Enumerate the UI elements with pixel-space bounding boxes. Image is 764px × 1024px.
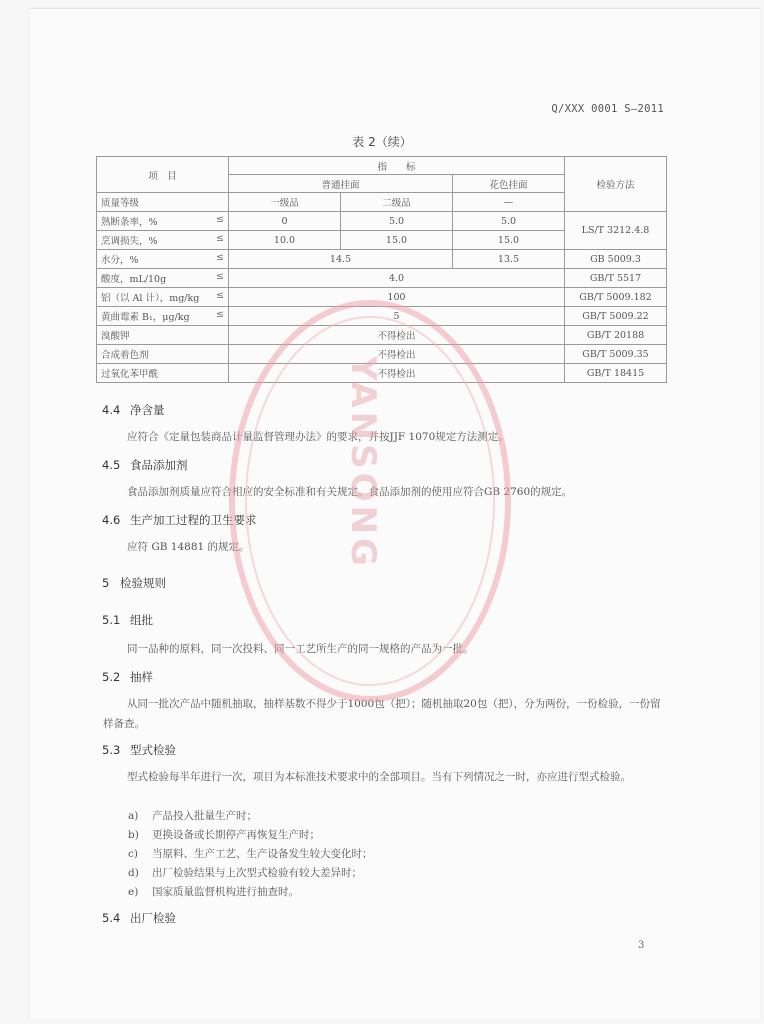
page-number: 3 — [638, 940, 645, 951]
cell-value: 不得检出 — [229, 345, 565, 364]
row-item: 酸度，mL/10g ≤ — [97, 269, 229, 288]
section-heading-5-3: 5.3 型式检验 — [102, 743, 176, 757]
list-item: e) 国家质量监督机构进行抽查时。 — [128, 886, 299, 898]
cell-method: GB 5009.3 — [565, 250, 667, 269]
row-item: 质量等级 — [97, 193, 229, 212]
table-row — [97, 212, 667, 231]
cell-grade1: 0 — [229, 212, 341, 231]
list-item: a) 产品投入批量生产时； — [128, 810, 257, 822]
table-row — [97, 250, 667, 269]
section-body-5-1: 同一品种的原料，同一次投料、同一工艺所生产的同一规格的产品为一批。 — [127, 643, 474, 655]
cell-method: GB/T 5009.35 — [565, 345, 667, 364]
cell-value: 100 — [229, 288, 565, 307]
table-row — [97, 269, 667, 288]
row-item: 合成着色剂 — [97, 345, 229, 364]
table-row — [97, 288, 667, 307]
section-heading-4-6: 4.6 生产加工过程的卫生要求 — [102, 513, 257, 527]
section-heading-5-2: 5.2 抽样 — [102, 670, 153, 684]
header-item: 项 目 — [97, 157, 229, 193]
cell-method: GB/T 5009.182 — [565, 288, 667, 307]
row-item: 烹调损失，% ≤ — [97, 231, 229, 250]
cell-flower: 13.5 — [453, 250, 565, 269]
cell-value: 4.0 — [229, 269, 565, 288]
seal-text: YANSONG — [343, 356, 383, 570]
inspection-conditions-list — [128, 807, 373, 902]
table-title: 表 2（续） — [352, 135, 412, 149]
cell-value: 不得检出 — [229, 326, 565, 345]
section-body-5-3: 型式检验每半年进行一次，项目为本标准技术要求中的全部项目。当有下列情况之一时，亦应进行型式检验。 — [127, 771, 631, 783]
list-item: c) 当原料、生产工艺、生产设备发生较大变化时； — [128, 848, 373, 860]
section-body-5-2: 从同一批次产品中随机抽取，抽样基数不得少于1000包（把）；随机抽取20包（把），分为两份，一份检验，一份留样备查。 — [103, 698, 661, 730]
table-row — [97, 345, 667, 364]
cell-method: GB/T 20188 — [565, 326, 667, 345]
row-item: 熟断条率，% ≤ — [97, 212, 229, 231]
row-item: 黄曲霉素 B₁，μg/kg ≤ — [97, 307, 229, 326]
cell-flower: — — [453, 193, 565, 212]
header-normal: 普通挂面 — [229, 175, 453, 193]
cell-grade1: 一级品 — [229, 193, 341, 212]
cell-flower: 15.0 — [453, 231, 565, 250]
section-body-4-4: 应符合《定量包装商品计量监督管理办法》的要求，并按JJF 1070规定方法测定。 — [127, 431, 509, 443]
cell-grade2: 5.0 — [341, 212, 453, 231]
standard-code: Q/XXX 0001 S—2011 — [551, 103, 664, 115]
cell-grade2: 二级品 — [341, 193, 453, 212]
header-method: 检验方法 — [565, 157, 667, 212]
cell-grade2: 15.0 — [341, 231, 453, 250]
cell-flower: 5.0 — [453, 212, 565, 231]
cell-method: LS/T 3212.4.8 — [565, 212, 667, 250]
row-item: 铝（以 Al 计），mg/kg ≤ — [97, 288, 229, 307]
cell-value: 5 — [229, 307, 565, 326]
cell-method: GB/T 18415 — [565, 364, 667, 383]
section-heading-5-4: 5.4 出厂检验 — [102, 911, 176, 925]
list-item: b) 更换设备或长期停产再恢复生产时； — [128, 829, 320, 841]
cell-grade1: 10.0 — [229, 231, 341, 250]
row-item: 水分，% ≤ — [97, 250, 229, 269]
spec-table — [96, 156, 667, 383]
cell-method: GB/T 5009.22 — [565, 307, 667, 326]
row-item: 溴酸钾 — [97, 326, 229, 345]
cell-value: 不得检出 — [229, 364, 565, 383]
section-heading-5: 5 检验规则 — [102, 576, 166, 590]
header-flower: 花色挂面 — [453, 175, 565, 193]
row-item: 过氧化苯甲酰 — [97, 364, 229, 383]
table-header-row — [97, 157, 667, 175]
cell-method: GB/T 5517 — [565, 269, 667, 288]
section-heading-5-1: 5.1 组批 — [102, 613, 153, 627]
table-row — [97, 307, 667, 326]
header-indicator: 指 标 — [229, 157, 565, 175]
section-body-4-5: 食品添加剂质量应符合相应的安全标准和有关规定。食品添加剂的使用应符合GB 2760的规定。 — [127, 486, 573, 498]
table-row — [97, 364, 667, 383]
table-row — [97, 326, 667, 345]
section-body-4-6: 应符 GB 14881 的规定。 — [127, 541, 250, 553]
section-heading-4-5: 4.5 食品添加剂 — [102, 458, 188, 472]
list-item: d) 出厂检验结果与上次型式检验有较大差异时； — [128, 867, 362, 879]
cell-normal: 14.5 — [229, 250, 453, 269]
section-heading-4-4: 4.4 净含量 — [102, 403, 165, 417]
